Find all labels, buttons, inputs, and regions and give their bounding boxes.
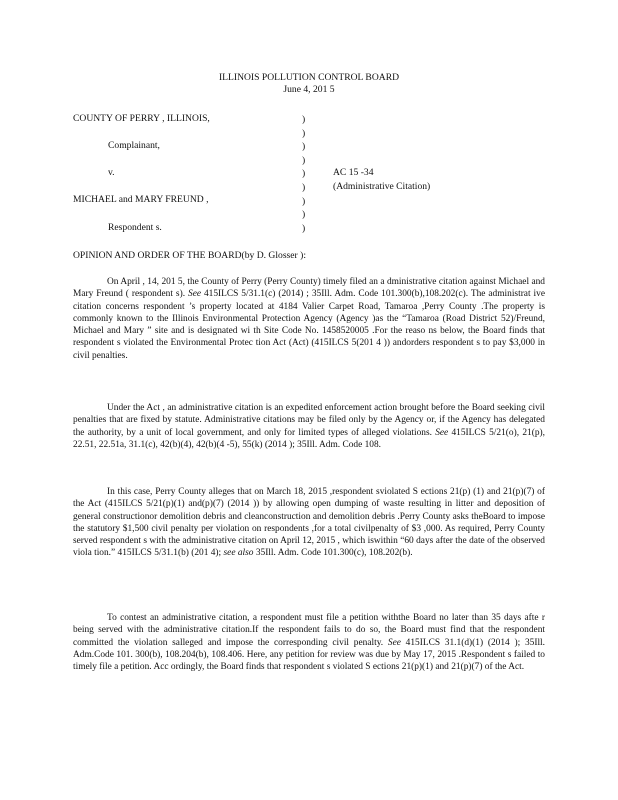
caption-paren: ) (302, 195, 306, 207)
case-number: AC 15 -34 (333, 167, 374, 178)
caption-paren: ) (302, 114, 306, 125)
caption-paren: ) (302, 222, 306, 234)
caption-complainant: Complainant, (108, 140, 160, 151)
case-type: (Administrative Citation) (333, 181, 431, 192)
caption-parentheses (302, 113, 305, 235)
caption-paren: ) (302, 209, 306, 221)
caption-county: COUNTY OF PERRY , ILLINOIS, (73, 113, 210, 124)
caption-paren: ) (302, 181, 306, 193)
board-title: ILLINOIS POLLUTION CONTROL BOARD (218, 72, 400, 83)
paragraph-text: To contest an administrative citation, a respondent must file a petition withthe Board no later than 35 days afte r being served with the administrative citation.If the respondent fails to do so, the Board must find that the respondent committed the violation salleged and impose the corresponding civil penalty. See 415ILCS 31.1(d)(1) (2014 ); 35Ill. Adm.Code 101. 300(b), 108.204(b), 108.406. Here, any petition for review was due by May 17, 2015 .Respondent s failed to timely file a petition. Acc ordingly, the Board finds that respondent s violated S ections 21(p)(1) and 21(p)(7) of the Act. (73, 613, 545, 673)
paragraph-text: Under the Act , an administrative citation is an expedited enforcement action brought before the Board seeking civil penalties that are fixed by statute. Administrative citations may be filed only by the Agency or, if the Agency has delegated the authority, by a unit of local government, and only for limited types of alleged violations. See 415ILCS 5/21(o), 21(p), 22.51, 22.51a, 31.1(c), 42(b)(4), 42(b)(4 -5), 55(k) (2014 ); 35Ill. Adm. Code 108. (73, 403, 545, 450)
paragraph-1 (73, 276, 545, 362)
caption-respondents: Respondent s. (108, 222, 162, 233)
caption-paren: ) (302, 127, 306, 139)
paragraph-4 (73, 612, 545, 673)
caption-respondent-names: MICHAEL and MARY FREUND , (73, 194, 209, 205)
caption-paren: ) (302, 154, 306, 166)
document-date: June 4, 201 5 (283, 84, 335, 95)
caption-paren: ) (302, 168, 306, 180)
paragraph-2 (73, 402, 545, 451)
paragraph-3 (73, 486, 545, 560)
caption-paren: ) (302, 141, 306, 153)
opinion-heading: OPINION AND ORDER OF THE BOARD(by D. Glosser ): (73, 250, 307, 261)
paragraph-text: On April , 14, 201 5, the County of Perry (Perry County) timely filed an a dministrative citation against Michael and Mary Freund ( respondent s). See 415ILCS 5/31.1(c) (2014) ; 35Ill. Adm. Code 101.300(b),108.202(c). The administrat ive citation concerns respondent ’s property located at 4184 Valier Carpet Road, Tamaroa ,Perry County .The property is commonly known to the Illinois Environmental Protection Agency (Agency )as the “Tamaroa (Road District 52)/Freund, Michael and Mary ” site and is designated wi th Site Code No. 1458520005 .For the reaso ns below, the Board finds that respondent s violated the Environmental Protec tion Act (Act) (415ILCS 5(201 4 )) andorders respondent s to pay $3,000 in civil penalties. (73, 277, 545, 361)
paragraph-text: In this case, Perry County alleges that on March 18, 2015 ,respondent sviolated S ections 21(p) (1) and 21(p)(7) of the Act (415ILCS 5/21(p)(1) and(p)(7) (2014 )) by allowing open dumping of waste resulting in litter and deposition of general constructionor demolition debris and cleanconstruction and demolition debris .Perry County asks theBoard to impose the statutory $1,500 civil penalty per violation on respondents ,for a total civilpenalty of $3 ,000. As required, Perry County served respondent s with the administrative citation on April 12, 2015 , which iswithin “60 days after the date of the observed viola tion.” 415ILCS 5/31.1(b) (201 4); see also 35Ill. Adm. Code 101.300(c), 108.202(b). (73, 487, 545, 559)
caption-versus: v. (108, 167, 115, 178)
